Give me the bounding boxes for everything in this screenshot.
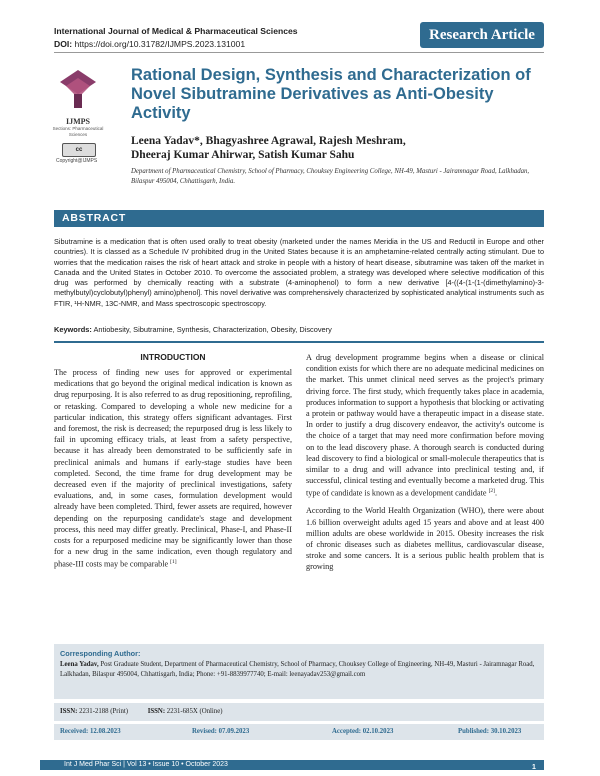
intro-paragraph-1-text: The process of finding new uses for approved or experimental medications that go beyond the original medical indication is known as drug repurposing. It is also referred to as drug repositioning, reprofiling, or retasking. Compared to developing a whole new medicine for a particular indication, this strategy offers significant advantages. First and foremost, the risk is decreased; the repurposed drug is less likely to fail in upcoming efficacy trials, at least from a safety perspective, because it has already been demonstrated to be sufficiently safe in preclinical animals and humans if early-stage studies have been completed. Second, the time frame for drug development may be decreased even if the majority of preclinical investigations, safety evaluations, and, in some cases, formulation development would already have been completed. Third, fewer assets are required, however depending on the repurposing candidate's stage and development process, this need may differ greatly. Preclinical, Phase-I, and Phase-II costs for a repurposed medicine may be significantly lower than those for a new drug in the same indication, even though regulatory and phase-III costs may be comparable	[54, 368, 292, 570]
intro-paragraph-2: A drug development programme begins when a disease or clinical condition exists for which there are no adequate medicinal medicines on the market. This unmet clinical need serves as the project's primary driving force. The first study, which frequently takes place in academia, produces information to support a hypothesis that blocking or activating a protein or pathway would have a therapeutic impact in a disease state. In order to justify a drug discovery endeavor, the activity's outcome is the choice of a target that may need more confirmation before moving on to the lead discovery phase. A thorough search is conducted during lead discovery to find a biological or small-molecule therapeutics that is similar to a drug and will advance into preclinical testing and, if successful, clinical testing and eventually become a marketed drug. This type of candidate is known as a development candidate [2].	[306, 353, 544, 499]
page-number: 1	[532, 764, 536, 771]
doi-line	[54, 39, 245, 49]
doi-label: DOI:	[54, 39, 73, 49]
author-list	[131, 134, 531, 162]
abstract-heading: ABSTRACT	[54, 210, 544, 227]
accepted-label: Accepted:	[332, 728, 362, 735]
corresponding-author-box	[54, 644, 544, 699]
corresponding-author-heading: Corresponding Author:	[60, 649, 141, 658]
article-title: Rational Design, Synthesis and Characterization of Novel Sibutramine Derivatives as Anti-Obesity Activity	[131, 66, 531, 122]
journal-name: International Journal of Medical & Pharmaceutical Sciences	[54, 26, 298, 36]
intro-paragraph-2-text: A drug development programme begins when a disease or clinical condition exists for which there are no adequate medicinal medicines on the market. This unmet clinical need serves as the project's primary driving force. The first study, which frequently takes place in academia, produces information to support a hypothesis that blocking or activating a protein or pathway would have a therapeutic impact in a disease state. In order to justify a drug discovery endeavor, the activity's outcome is the choice of a target that may need more confirmation before moving on to the lead discovery phase. A thorough search is conducted during lead discovery to find a biological or small-molecule therapeutics that is similar to a drug and will advance into preclinical testing and, if successful, clinical testing and eventually become a marketed drug. This type of candidate is known as a development candidate	[306, 353, 544, 499]
page-footer	[40, 760, 544, 770]
keywords-label: Keywords:	[54, 325, 92, 334]
logo-emblem-icon	[52, 68, 104, 112]
dates-row	[54, 724, 544, 740]
published-date: 30.10.2023	[490, 728, 522, 735]
issn-online: 2231-685X (Online)	[166, 708, 223, 715]
citation-ref[interactable]: [1]	[170, 559, 177, 566]
logo-text: IJMPS	[66, 117, 90, 126]
keywords	[54, 325, 544, 334]
introduction-heading: INTRODUCTION	[140, 352, 206, 362]
revised-label: Revised:	[192, 728, 217, 735]
journal-logo	[52, 68, 104, 137]
revised-date: 07.09.2023	[218, 728, 250, 735]
footer-citation: Int J Med Phar Sci | Vol 13 • Issue 10 • October 2023	[64, 761, 228, 768]
affiliation: Department of Pharmaceutical Chemistry, School of Pharmacy, Chouksey Engineering College, NH-49, Masturi - Jairamnagar Road, Lalkhadan, Bilaspur 495004, Chhattisgarh, India.	[131, 168, 530, 185]
logo-subtext: Sections: Pharmaceutical Sciences	[52, 126, 104, 137]
doi-link[interactable]: https://doi.org/10.31782/IJMPS.2023.131001	[74, 39, 246, 49]
copyright-text: Copyright@IJMPS	[56, 158, 98, 164]
received-date: 12.08.2023	[90, 728, 121, 735]
corresponding-author-name: Leena Yadav,	[60, 661, 99, 668]
issn-online-label: ISSN:	[147, 708, 166, 715]
header-divider	[54, 52, 544, 53]
corresponding-author-text	[60, 660, 538, 679]
keywords-divider	[54, 341, 544, 343]
article-type-badge: Research Article	[420, 22, 544, 48]
received-label: Received:	[60, 728, 89, 735]
corresponding-author-details: Post Graduate Student, Department of Pharmaceutical Chemistry, School of Pharmacy, Chouksey College of Engineering, NH-49, Masturi - Jairamnagar Road, Lalkhadan, Bilaspur 495004, Chhattisgarh, India; Phone: +91-8839977740; E-mail: leenayadav253@gmail.com	[60, 661, 535, 678]
issn-row	[54, 703, 544, 721]
keywords-values: Antiobesity, Sibutramine, Synthesis, Characterization, Obesity, Discovery	[93, 325, 332, 334]
intro-paragraph-1	[54, 367, 292, 570]
body-column-right	[306, 352, 544, 579]
intro-paragraph-3: According to the World Health Organization (WHO), there were about 1.6 billion overweight adults aged 15 years and above and at least 400 million adults are obese worldwide in 2015. Obesity increases the risk of chronic diseases such as diabetes mellitus, cardiovascular disease, stroke and some cancers. It is a serious public health problem that is growing	[306, 506, 544, 572]
abstract-text: Sibutramine is a medication that is often used orally to treat obesity (marketed under the names Meridia in the US and Reductil in Europe and other countries). It is classed as a Schedule IV prohibited drug in the United States because it is an amphetamine-related centrally acting stimulant. Due to worries that the medication raises the risk of heart attack and stroke in people with a history of heart disease, sibutramine was taken off the market in Canada and the United States in October 2010. To overcome the associated problem, a strategy was developed where selective modification of this drug was performed by chemically reacting with a substrate (4-aminophenol) to form a new derivative [4-((4-(1-(1-(dimethylamino)-3-methylbutyl)cyclobutyl)phenyl) amino)phenol]. This novel derivative was comprehensively characterized by sophisticated analytical instruments such as FTIR, ¹H-NMR, 13C-NMR, and Mass spectroscopic spectroscopy.	[54, 237, 544, 308]
issn-print: 2231-2188 (Print)	[79, 708, 128, 715]
authors-line-1: Leena Yadav*, Bhagyashree Agrawal, Rajesh Meshram,	[131, 135, 406, 147]
published-label: Published:	[458, 728, 489, 735]
creative-commons-icon: cc	[62, 143, 96, 157]
authors-line-2: Dheeraj Kumar Ahirwar, Satish Kumar Sahu	[131, 149, 355, 161]
accepted-date: 02.10.2023	[362, 728, 394, 735]
body-column-left	[54, 367, 292, 576]
issn-print-label: ISSN:	[60, 708, 78, 715]
citation-ref[interactable]: [2]	[488, 488, 495, 495]
